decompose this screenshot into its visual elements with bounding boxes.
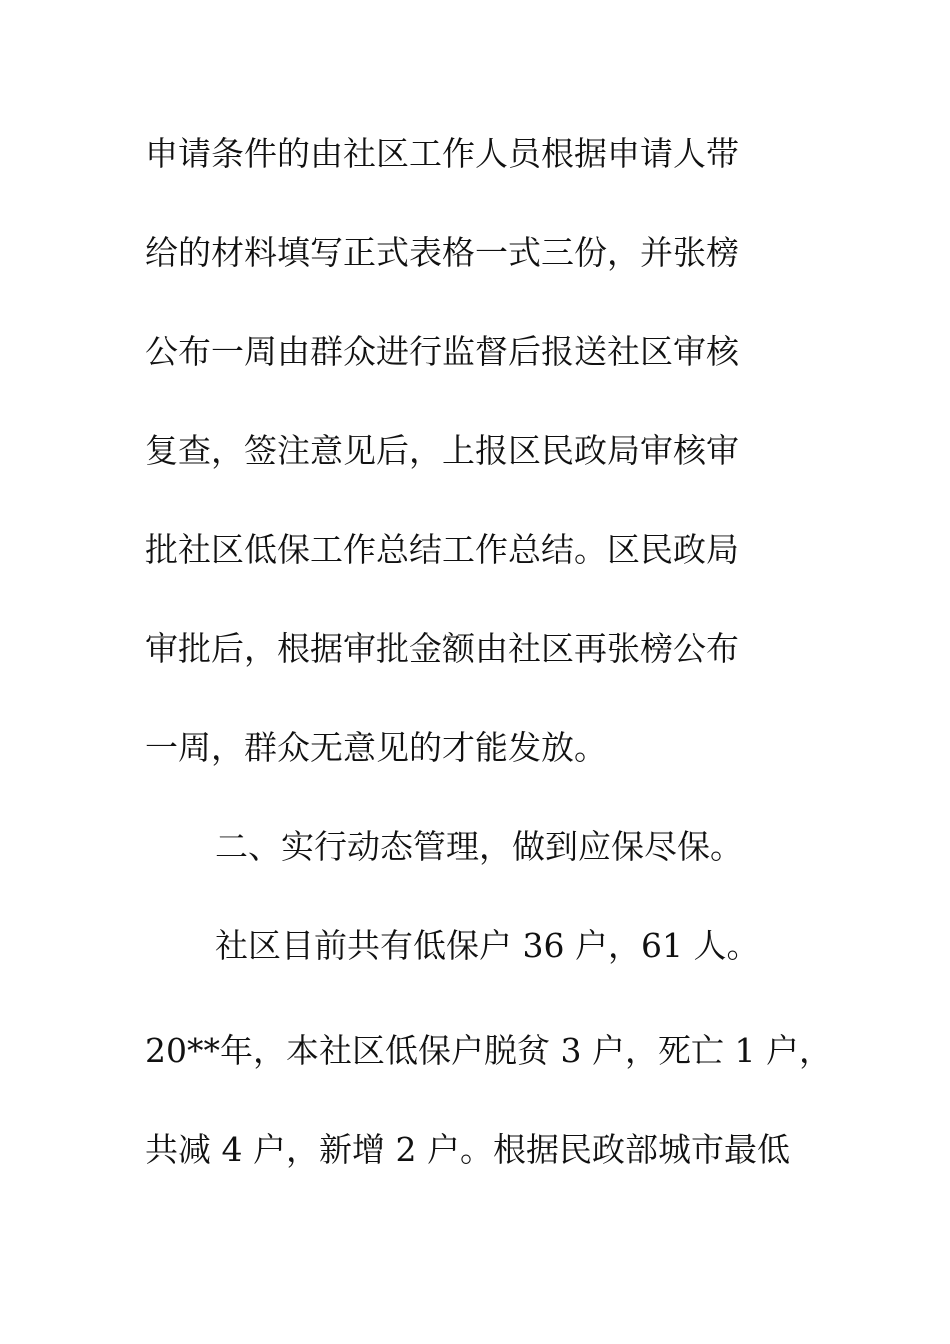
text-line-6: 审批后，根据审批金额由社区再张榜公布 [145,629,739,668]
text-line-9: 社区目前共有低保户 36 户，61 人。 [215,926,760,965]
section-heading: 二、实行动态管理，做到应保尽保。 [215,827,743,866]
text-line-11: 共减 4 户，新增 2 户。根据民政部城市最低 [145,1130,790,1169]
text-line-4: 复查，签注意见后，上报区民政局审核审 [145,431,739,470]
text-line-7: 一周，群众无意见的才能发放。 [145,728,607,767]
text-line-2: 给的材料填写正式表格一式三份，并张榜 [145,233,739,272]
text-line-3: 公布一周由群众进行监督后报送社区审核 [145,332,739,371]
text-line-1: 申请条件的由社区工作人员根据申请人带 [145,134,739,173]
text-line-10: 20**年，本社区低保户脱贫 3 户，死亡 1 户， [145,1031,832,1070]
text-line-5: 批社区低保工作总结工作总结。区民政局 [145,530,739,569]
